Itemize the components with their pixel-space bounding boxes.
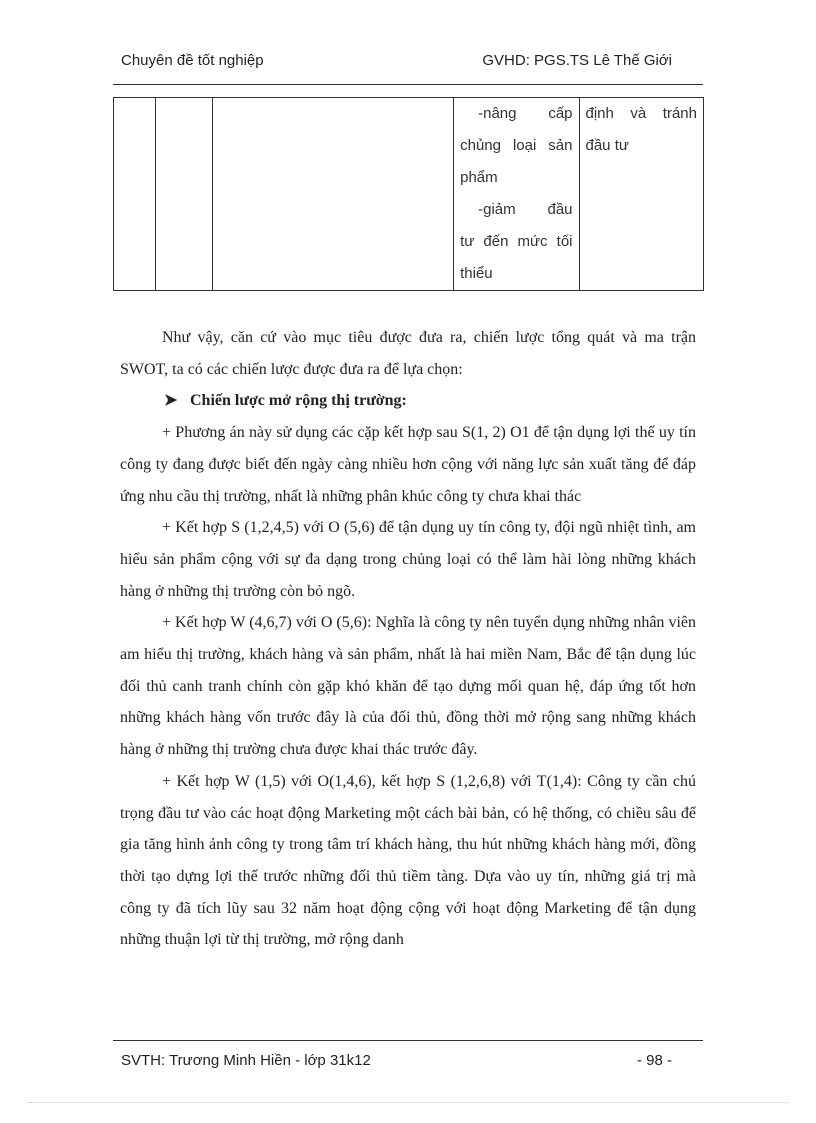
header-rule (113, 84, 703, 85)
body-text (120, 322, 696, 956)
cell-line: chủng loại sản (460, 137, 573, 154)
cell-line: -giảm đầu (478, 201, 573, 218)
paragraph-option-4: + Kết hợp W (1,5) với O(1,4,6), kết hợp S (1,2,6,8) với T(1,4): Công ty cần chú trọng đầu tư vào các hoạt động Marketing một cách bài bản, có hệ thống, có chiều sâu để gia tăng hình ảnh công ty trong tâm trí khách hàng, thu hút những khách hàng mới, đồng thời tạo dựng lợi thế trước những đối thủ tiềm tàng. Dựa vào uy tín, những giá trị mà công ty đã tích lũy sau 32 năm hoạt động cộng với hoạt động Marketing để tận dụng những thuận lợi từ thị trường, mở rộng danh (120, 772, 696, 949)
cell-line: tư đến mức tối (460, 233, 573, 250)
table-cell-empty-3 (213, 98, 454, 291)
table-cell-strategy-actions (454, 98, 579, 291)
cell-line: phẩm (460, 169, 498, 186)
cell-line: đầu tư (585, 137, 629, 154)
table-cell-empty-2 (155, 98, 213, 291)
section-heading (120, 385, 696, 417)
paragraph-option-2: + Kết hợp S (1,2,4,5) với O (5,6) để tận dụng uy tín công ty, đội ngũ nhiệt tình, am hiểu sản phẩm cộng với sự đa dạng trong chủng loại có thể làm hài lòng những khách hàng ở những thị trường còn bỏ ngõ. (120, 519, 696, 600)
paragraph-option-3: + Kết hợp W (4,6,7) với O (5,6): Nghĩa là công ty nên tuyển dụng những nhân viên am hiểu thị trường, khách hàng và sản phẩm, nhất là hai miền Nam, Bắc để tận dụng lúc đối thủ canh tranh chính còn gặp khó khăn để tạo dựng mối quan hệ, đáp ứng tốt hơn những khách hàng vốn trước đây là của đối thủ, đồng thời mở rộng sang những khách hàng ở những thị trường chưa được khai thác trước đây. (120, 614, 696, 759)
table-row (114, 98, 704, 291)
heading-text: Chiến lược mở rộng thị trường: (190, 392, 407, 410)
page-bottom-dotted-line (28, 1102, 788, 1103)
table-cell-strategy-goal (579, 98, 704, 291)
page-number: - 98 - (636, 1052, 672, 1069)
arrow-bullet-icon: ➤ (164, 392, 178, 410)
footer-student: SVTH: Trương Minh Hiền - lớp 31k12 (121, 1052, 371, 1069)
continued-table (113, 97, 704, 291)
page-footer (121, 1052, 672, 1076)
cell-line: thiểu (460, 265, 493, 282)
header-advisor: GVHD: PGS.TS Lê Thế Giới (482, 52, 672, 69)
cell-line: -nâng cấp (478, 105, 573, 122)
table-cell-empty-1 (114, 98, 156, 291)
cell-line: định và tránh (585, 105, 697, 122)
page-header (121, 52, 672, 76)
header-title: Chuyên đề tốt nghiệp (121, 52, 264, 69)
footer-rule (113, 1040, 703, 1041)
paragraph-option-1: + Phương án này sử dụng các cặp kết hợp sau S(1, 2) O1 để tận dụng lợi thế uy tín công ty đang được biết đến ngày càng nhiều hơn cộng với năng lực sản xuất tăng để đáp ứng nhu cầu thị trường, nhất là những phân khúc công ty chưa khai thác (120, 424, 696, 505)
paragraph-intro: Như vậy, căn cứ vào mục tiêu được đưa ra, chiến lược tổng quát và ma trận SWOT, ta có các chiến lược được đưa ra để lựa chọn: (120, 329, 696, 378)
